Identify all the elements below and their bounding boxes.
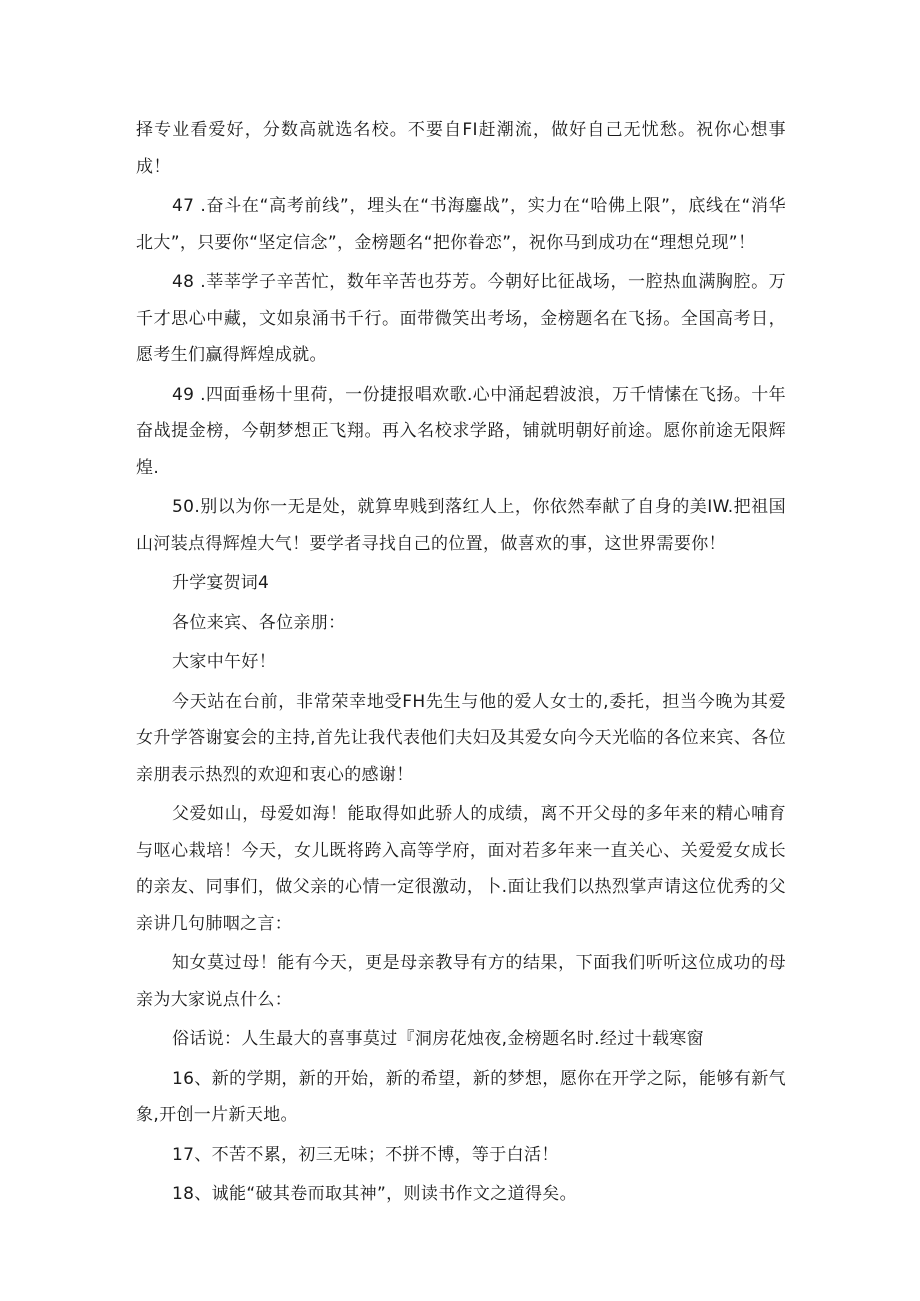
- paragraph-item-18: 18、诚能“破其卷而取其神”，则读书作文之道得矣。: [172, 1184, 577, 1204]
- paragraph-mother: 知女莫过母！能有今天，更是母亲教导有方的结果，下面我们听听这位成功的母亲为大家说点什么：: [136, 953, 786, 1010]
- paragraph-item-47: 47 .奋斗在“高考前线”，埋头在“书海鏖战”，实力在“哈佛上限”，底线在“消华北大”，只要你“坚定信念”，金榜题名“把你眷恋”，祝你马到成功在“理想兑现”！: [136, 196, 786, 253]
- section-heading: 升学宴贺词4: [172, 573, 270, 593]
- paragraph-p0: 择专业看爱好，分数高就选名校。不要自FI赶潮流，做好自己无忧愁。祝你心想事成！: [136, 120, 786, 177]
- paragraph-item-48: 48 .莘莘学子辛苦忙，数年辛苦也芬芳。今朝好比征战场，一腔热血满胸腔。万千才思心中藏，文如泉涌书千行。面带微笑出考场，金榜题名在飞扬。全国高考日，愿考生们赢得辉煌成就。: [136, 272, 786, 365]
- document-body: [136, 112, 786, 1216]
- paragraph-item-17: 17、不苦不累，初三无味；不拼不博，等于白活！: [172, 1144, 559, 1165]
- paragraph-item-49: 49 .四面垂杨十里荷，一份捷报唱欢歌.心中涌起碧波浪，万千情愫在飞扬。十年奋战提金榜，今朝梦想正飞翔。再入名校求学路，铺就明朝好前途。愿你前途无限辉煌.: [136, 384, 786, 478]
- salutation-guests: 各位来宾、各位亲朋：: [172, 612, 346, 633]
- paragraph-item-50: 50.别以为你一无是处，就算卑贱到落红人上，你依然奉献了自身的美IW.把祖国山河装点得辉煌大气！要学者寻找自己的位置，做喜欢的事，这世界需要你！: [136, 497, 786, 554]
- greeting-line: 大家中午好！: [172, 652, 277, 672]
- paragraph-saying: 俗话说：人生最大的喜事莫过『洞房花烛夜,金榜题名时.经过十载寒窗: [172, 1029, 705, 1049]
- paragraph-item-16: 16、新的学期，新的开始，新的希望，新的梦想，愿你在开学之际，能够有新气象,开创一片新天地。: [136, 1068, 786, 1125]
- paragraph-father: 父爱如山，母爱如海！能取得如此骄人的成绩，离不开父母的多年来的精心哺育与呕心栽培！今天，女儿既将跨入高等学府，面对若多年来一直关心、关爱爱女成长的亲友、同事们，做父亲的心情一定很激动，卜.面让我们以热烈掌声请这位优秀的父亲讲几句肺咽之言：: [136, 804, 786, 934]
- paragraph-intro: 今天站在台前，非常荣幸地受FH先生与他的爱人女士的,委托，担当今晚为其爱女升学答谢宴会的主持,首先让我代表他们夫妇及其爱女向今天光临的各位来宾、各位亲朋表示热烈的欢迎和衷心的感谢！: [136, 691, 786, 785]
